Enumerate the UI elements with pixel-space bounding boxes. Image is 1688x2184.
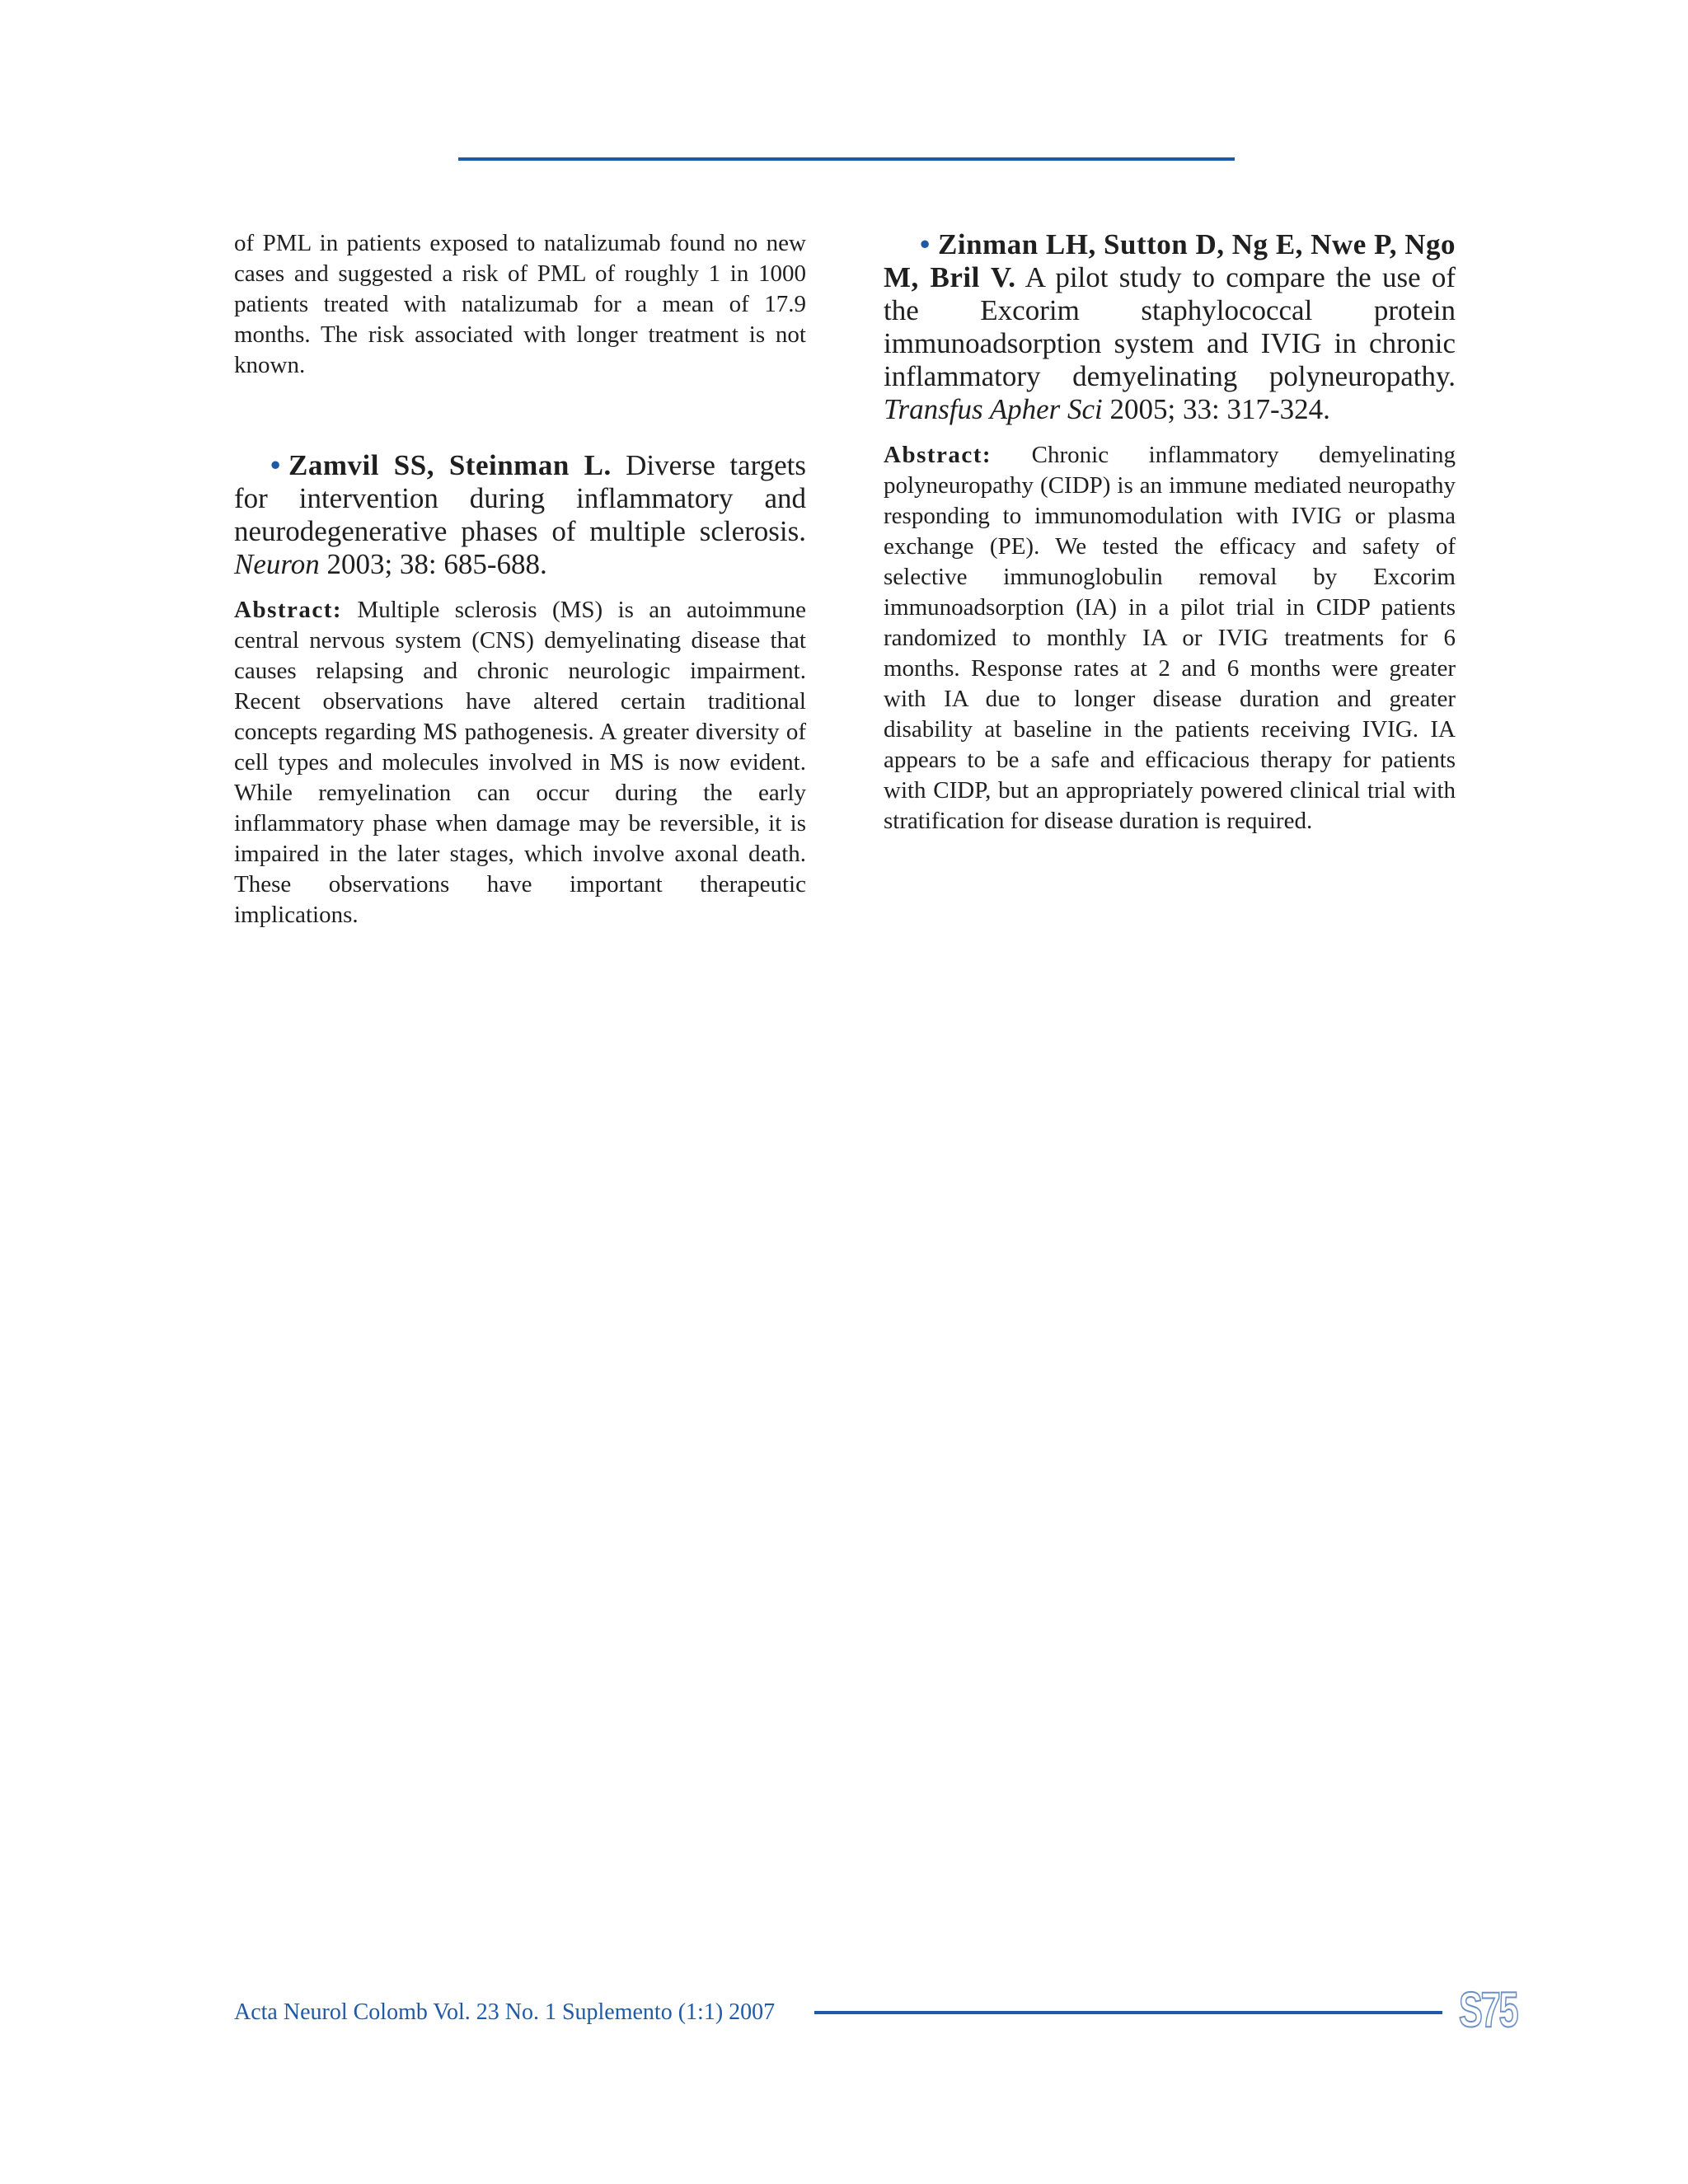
reference-heading [884, 228, 1456, 426]
abstract-paragraph [234, 595, 806, 930]
bullet-icon: • [270, 449, 281, 481]
header-rule [458, 157, 1235, 161]
abstract-label: Abstract: [234, 597, 343, 623]
reference-title: Diverse targets for intervention during inflammatory and neurodegenerative phases of multiple sclerosis. [234, 449, 806, 547]
page-number: S75 [1459, 1982, 1517, 2037]
reference-title: A pilot study to compare the use of the Excorim staphylococcal protein immunoadsorption system and IVIG in chronic inflammatory demyelinating polyneuropathy. [884, 261, 1456, 392]
reference-citation: 2005; 33: 317-324. [1102, 393, 1330, 425]
abstract-paragraph [884, 440, 1456, 837]
reference-entry-zamvil [234, 449, 806, 930]
continuation-paragraph: of PML in patients exposed to natalizumab found no new cases and suggested a risk of PML of roughly 1 in 1000 patients treated with natalizumab for a mean of 17.9 months. The risk associated with longer treatment is not known. [234, 230, 806, 378]
reference-journal: Neuron [234, 548, 320, 580]
reference-citation: 2003; 38: 685-688. [319, 548, 547, 580]
reference-entry-zinman [884, 228, 1456, 837]
right-column [884, 228, 1456, 837]
reference-heading [234, 449, 806, 581]
footer-journal-citation: Acta Neurol Colomb Vol. 23 No. 1 Suplemento (1:1) 2007 [234, 1999, 776, 2025]
abstract-label: Abstract: [884, 442, 992, 468]
reference-authors: Zamvil SS, Steinman L. [288, 449, 612, 481]
abstract-text: Multiple sclerosis (MS) is an autoimmune central nervous system (CNS) demyelinating disease that causes relapsing and chronic neurologic impairment. Recent observations have altered certain traditional concepts regarding MS pathogenesis. A greater diversity of cell types and molecules involved in MS is now evident. While remyelination can occur during the early inflammatory phase when damage may be reversible, it is impaired in the later stages, which involve axonal death. These observations have important therapeutic implications. [234, 597, 806, 928]
reference-journal: Transfus Apher Sci [884, 393, 1103, 425]
abstract-text: Chronic inflammatory demyelinating polyneuropathy (CIDP) is an immune mediated neuropathy responding to immunomodulation with IVIG or plasma exchange (PE). We tested the efficacy and safety of selective immunoglobulin removal by Excorim immunoadsorption (IA) in a pilot trial in CIDP patients randomized to monthly IA or IVIG treatments for 6 months. Response rates at 2 and 6 months were greater with IA due to longer disease duration and greater disability at baseline in the patients receiving IVIG. IA appears to be a safe and efficacious therapy for patients with CIDP, but an appropriately powered clinical trial with stratification for disease duration is required. [884, 442, 1456, 834]
reference-authors: Zinman LH, Sutton D, Ng E, Nwe P, Ngo M, Bril V. [884, 228, 1456, 293]
left-column [234, 228, 806, 930]
footer-rule [814, 2011, 1442, 2014]
bullet-icon: • [920, 228, 931, 260]
